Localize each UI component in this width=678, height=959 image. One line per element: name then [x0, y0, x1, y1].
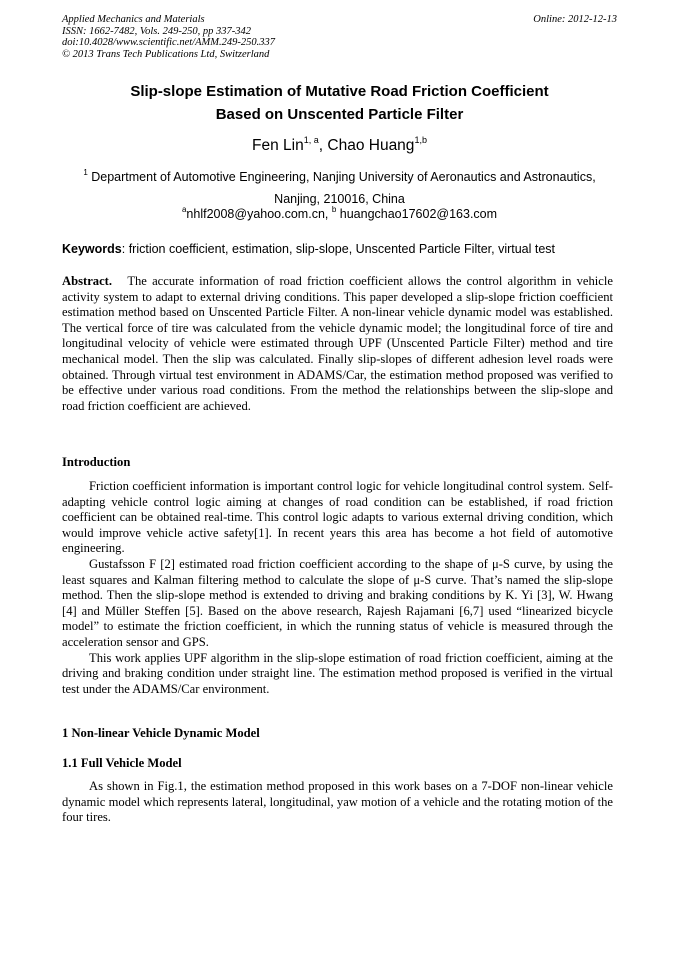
author-2-affil-mark: 1,b: [414, 135, 427, 145]
title-line-1: Slip-slope Estimation of Mutative Road Friction Coefficient: [130, 83, 549, 100]
author-emails: [62, 205, 617, 221]
section-1-heading: 1 Non-linear Vehicle Dynamic Model: [62, 726, 260, 740]
keywords-label: Keywords: [62, 242, 122, 256]
section-1-1-heading: 1.1 Full Vehicle Model: [62, 756, 182, 770]
journal-name: Applied Mechanics and Materials: [62, 14, 205, 25]
email-a-mark: a: [181, 205, 187, 214]
author-separator: ,: [318, 137, 328, 154]
affiliation-text-1: Department of Automotive Engineering, Nanjing University of Aeronautics and Astronautics,: [87, 170, 596, 184]
intro-paragraph: Gustafsson F [2] estimated road friction coefficient according to the shape of μ-S curve, by using the least squares and Kalman filtering method to calculate the slope of μ-S curve. That’s named the slip-slope method. Then the slip-slope method is extended to driving and braking conditions by K. Yi [3], W. Hwang [4] and Müller Steffen [5]. Based on the above research, Rajesh Rajamani [6,7] used “linearized bicycle model” to estimate the friction coefficient, in which the running status of vehicle is measured through the acceleration sensor and GPS.: [62, 556, 613, 649]
intro-paragraph: Friction coefficient information is important control logic for vehicle longitudinal control system. Self-adapting vehicle control logic aiming at changes of road condition can be established, if road friction coefficient can be obtained real-time. This control logic adapts to various external driving condition, which would improve vehicle active safety[1]. In recent years this area has become a hot field of automotive engineering.: [62, 479, 613, 556]
journal-header: [62, 14, 617, 60]
abstract-text: The accurate information of road friction coefficient allows the control algorithm in vehicle activity system to adapt to external driving conditions. This paper developed a slip-slope friction coefficient estimation method based on Unscented Particle Filter. A non-linear vehicle dynamic model was established. The vertical force of tire was calculated from the vehicle dynamic model; the longitudinal force of tire and longitudinal velocity of vehicle were estimated through UPF (Unscented Particle Filter) method and tire mechanical model. Then the slip was calculated. Finally slip-slopes of different adhesion level roads were obtained. Through virtual test environment in ADAMS/Car, the estimation method proposed was verified to be effective under various road conditions. From the method the relationships between the slip-slope and road friction coefficient are achieved.: [62, 274, 613, 413]
email-b-mark: b: [331, 205, 337, 214]
abstract: [62, 274, 613, 414]
author-list: [62, 135, 617, 155]
abstract-label: Abstract.: [62, 274, 113, 288]
doi-line: doi:10.4028/www.scientific.net/AMM.249-250.337: [62, 37, 275, 49]
keywords: [62, 242, 617, 256]
author-2-name: Chao Huang: [327, 137, 415, 154]
section-paragraph: As shown in Fig.1, the estimation method proposed in this work bases on a 7-DOF non-linear vehicle dynamic model which represents lateral, longitudinal, yaw motion of a vehicle and the rotating motion of the four tires.: [62, 779, 613, 825]
section-1-1-body: [62, 779, 613, 826]
author-1-name: Fen Lin: [252, 137, 304, 154]
affiliation-line-1: [62, 162, 617, 188]
copyright-line: © 2013 Trans Tech Publications Ltd, Switzerland: [62, 48, 270, 60]
affiliation-mark: 1: [83, 168, 88, 177]
introduction-body: [62, 479, 613, 697]
affiliation-line-2: Nanjing, 210016, China: [274, 192, 405, 206]
introduction-heading: Introduction: [62, 455, 131, 469]
email-a[interactable]: nhlf2008@yahoo.com.cn,: [186, 207, 332, 221]
online-date: Online: 2012-12-13: [533, 14, 617, 25]
title-line-2: Based on Unscented Particle Filter: [215, 106, 464, 123]
issn-line: ISSN: 1662-7482, Vols. 249-250, pp 337-342: [62, 25, 251, 37]
affiliation: [62, 162, 617, 210]
paper-title: [62, 80, 617, 126]
email-b[interactable]: huangchao17602@163.com: [336, 207, 498, 221]
intro-paragraph: This work applies UPF algorithm in the slip-slope estimation of road friction coefficient, aiming at the driving and braking condition under straight line. The estimation method proposed is verified in the virtual test under the ADAMS/Car environment.: [62, 650, 613, 696]
keywords-text: : friction coefficient, estimation, slip-slope, Unscented Particle Filter, virtual test: [121, 242, 556, 256]
author-1-affil-mark: 1, a: [303, 135, 319, 145]
